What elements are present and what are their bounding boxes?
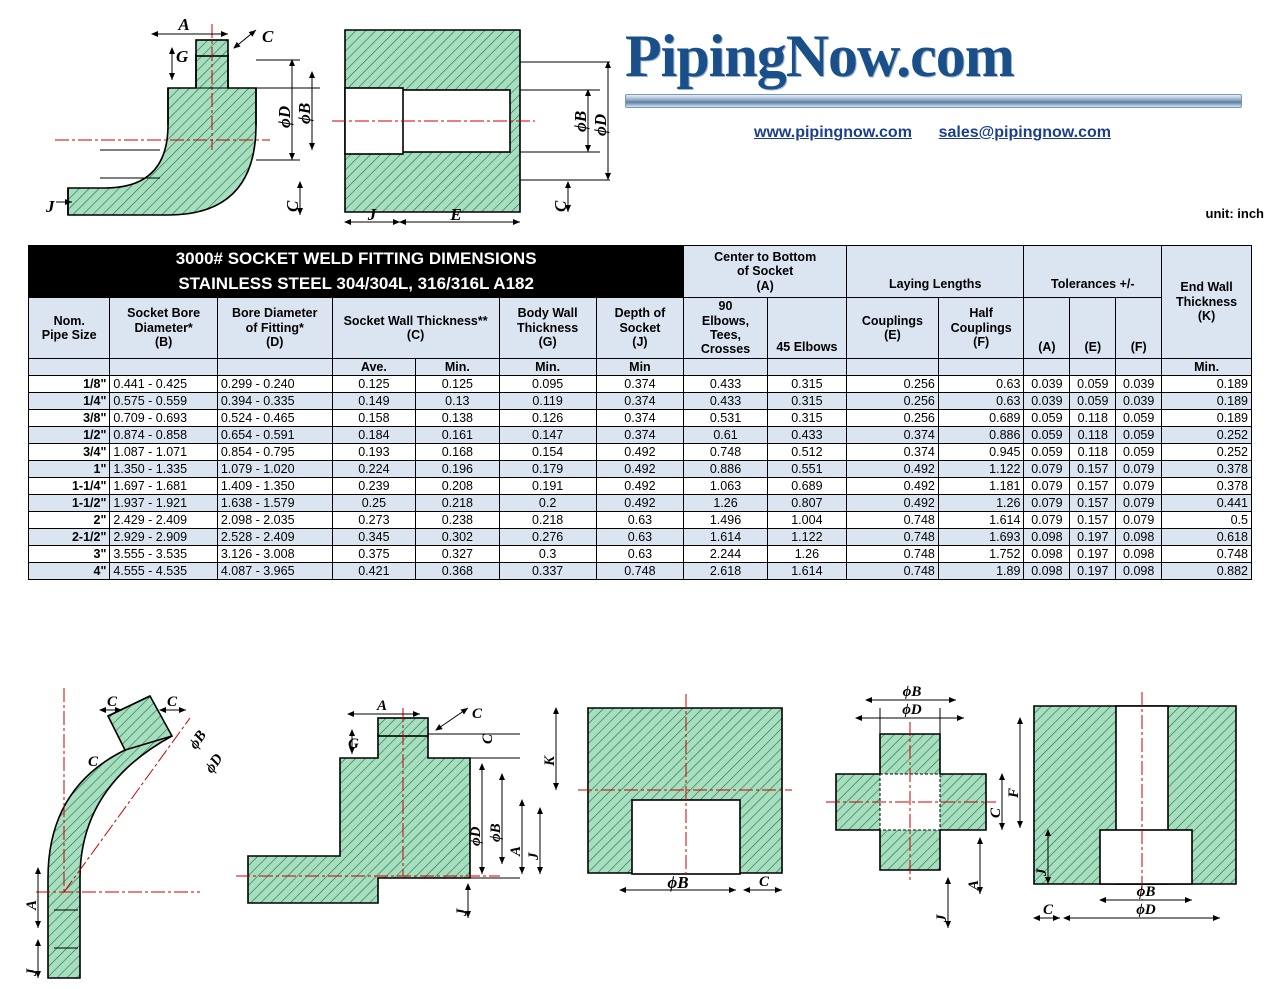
cell-a45: 0.433 bbox=[767, 426, 846, 443]
svg-text:G: G bbox=[348, 736, 359, 752]
cell-g: 0.3 bbox=[499, 545, 596, 562]
svg-text:C: C bbox=[283, 200, 302, 212]
cell-tol_f: 0.098 bbox=[1116, 528, 1162, 545]
cell-tol_e: 0.197 bbox=[1070, 528, 1116, 545]
svg-text:ϕB: ϕB bbox=[667, 873, 689, 892]
cell-d: 1.409 - 1.350 bbox=[217, 477, 332, 494]
cell-tol_a: 0.098 bbox=[1024, 545, 1070, 562]
svg-text:C: C bbox=[758, 874, 770, 890]
cell-d: 3.126 - 3.008 bbox=[217, 545, 332, 562]
cell-d: 0.854 - 0.795 bbox=[217, 443, 332, 460]
cell-tol_a: 0.079 bbox=[1024, 494, 1070, 511]
cell-tol_f: 0.059 bbox=[1116, 409, 1162, 426]
cell-b: 1.350 - 1.335 bbox=[110, 460, 217, 477]
cell-c_ave: 0.149 bbox=[332, 392, 415, 409]
cell-b: 0.441 - 0.425 bbox=[110, 375, 217, 392]
cell-c_min: 0.368 bbox=[416, 562, 499, 579]
cell-e: 0.748 bbox=[847, 562, 939, 579]
cell-a45: 1.122 bbox=[767, 528, 846, 545]
cell-g: 0.276 bbox=[499, 528, 596, 545]
svg-text:ϕD: ϕD bbox=[202, 751, 227, 777]
diagram-cap bbox=[508, 694, 792, 892]
cell-size: 4" bbox=[29, 562, 110, 579]
cell-c_ave: 0.421 bbox=[332, 562, 415, 579]
cell-tol_e: 0.118 bbox=[1070, 409, 1116, 426]
cell-c_ave: 0.239 bbox=[332, 477, 415, 494]
svg-text:ϕD: ϕD bbox=[902, 702, 922, 718]
cell-tol_a: 0.059 bbox=[1024, 409, 1070, 426]
svg-text:ϕB: ϕB bbox=[902, 684, 922, 700]
svg-text:ϕB: ϕB bbox=[186, 727, 210, 753]
svg-text:ϕD: ϕD bbox=[275, 105, 294, 128]
cell-e: 0.492 bbox=[847, 477, 939, 494]
cell-d: 1.079 - 1.020 bbox=[217, 460, 332, 477]
cell-f: 0.689 bbox=[938, 409, 1024, 426]
cell-k: 0.378 bbox=[1162, 477, 1252, 494]
cell-tol_a: 0.079 bbox=[1024, 477, 1070, 494]
cell-tol_e: 0.157 bbox=[1070, 460, 1116, 477]
cell-tol_f: 0.098 bbox=[1116, 562, 1162, 579]
header-area bbox=[0, 0, 1280, 232]
col-header-body-wall-thickness: Body Wall Thickness (G) bbox=[499, 298, 596, 359]
cell-tol_a: 0.098 bbox=[1024, 562, 1070, 579]
cell-j: 0.63 bbox=[596, 511, 684, 528]
cell-a90: 1.496 bbox=[684, 511, 767, 528]
table-row bbox=[29, 460, 1252, 477]
group-header-center-to-bottom bbox=[684, 246, 847, 298]
cell-b: 1.087 - 1.071 bbox=[110, 443, 217, 460]
cell-j: 0.748 bbox=[596, 562, 684, 579]
cell-k: 0.189 bbox=[1162, 392, 1252, 409]
table-row bbox=[29, 494, 1252, 511]
cell-a90: 1.614 bbox=[684, 528, 767, 545]
cell-a90: 0.748 bbox=[684, 443, 767, 460]
brand-divider-bar bbox=[625, 94, 1242, 108]
svg-text:C: C bbox=[551, 200, 570, 212]
cell-a90: 0.531 bbox=[684, 409, 767, 426]
col-header-depth-of-socket: Depth of Socket (J) bbox=[596, 298, 684, 359]
cell-tol_e: 0.157 bbox=[1070, 477, 1116, 494]
cell-g: 0.337 bbox=[499, 562, 596, 579]
svg-text:A: A bbox=[508, 845, 524, 856]
cell-e: 0.374 bbox=[847, 443, 939, 460]
group-header-laying-lengths: Laying Lengths bbox=[847, 246, 1024, 298]
svg-text:ϕB: ϕB bbox=[1136, 884, 1156, 900]
cell-e: 0.748 bbox=[847, 545, 939, 562]
svg-text:G: G bbox=[176, 47, 189, 66]
cell-a45: 0.807 bbox=[767, 494, 846, 511]
table-title bbox=[29, 246, 684, 298]
svg-text:J: J bbox=[934, 914, 950, 922]
cell-j: 0.492 bbox=[596, 477, 684, 494]
cell-f: 1.614 bbox=[938, 511, 1024, 528]
cell-tol_f: 0.079 bbox=[1116, 477, 1162, 494]
cell-k: 0.748 bbox=[1162, 545, 1252, 562]
cell-d: 0.654 - 0.591 bbox=[217, 426, 332, 443]
cell-d: 2.528 - 2.409 bbox=[217, 528, 332, 545]
cell-c_ave: 0.193 bbox=[332, 443, 415, 460]
cell-j: 0.374 bbox=[596, 426, 684, 443]
cell-tol_a: 0.059 bbox=[1024, 426, 1070, 443]
cell-c_min: 0.138 bbox=[416, 409, 499, 426]
svg-text:J: J bbox=[526, 852, 542, 860]
svg-text:E: E bbox=[450, 205, 462, 224]
top-diagrams bbox=[0, 0, 640, 232]
cell-tol_e: 0.157 bbox=[1070, 511, 1116, 528]
svg-text:C: C bbox=[480, 733, 496, 744]
cell-tol_e: 0.197 bbox=[1070, 545, 1116, 562]
cell-d: 2.098 - 2.035 bbox=[217, 511, 332, 528]
col-header-socket-bore-diameter: Socket Bore Diameter* (B) bbox=[110, 298, 217, 359]
cell-k: 0.618 bbox=[1162, 528, 1252, 545]
diagram-90-elbow bbox=[45, 15, 320, 216]
cell-c_min: 0.327 bbox=[416, 545, 499, 562]
brand-block bbox=[625, 23, 1265, 142]
cell-a45: 0.315 bbox=[767, 392, 846, 409]
cell-a45: 0.315 bbox=[767, 375, 846, 392]
col-header-90-elbows-tees-crosses: 90 Elbows, Tees, Crosses bbox=[684, 298, 767, 359]
cell-c_ave: 0.224 bbox=[332, 460, 415, 477]
sub-header-j-min: Min bbox=[596, 358, 684, 375]
cell-j: 0.492 bbox=[596, 460, 684, 477]
cell-size: 2" bbox=[29, 511, 110, 528]
cell-k: 0.5 bbox=[1162, 511, 1252, 528]
cell-a90: 0.61 bbox=[684, 426, 767, 443]
cell-a45: 1.26 bbox=[767, 545, 846, 562]
cell-size: 1" bbox=[29, 460, 110, 477]
cell-tol_f: 0.059 bbox=[1116, 443, 1162, 460]
cell-c_ave: 0.345 bbox=[332, 528, 415, 545]
col-header-couplings: Couplings (E) bbox=[847, 298, 939, 359]
cell-tol_e: 0.118 bbox=[1070, 443, 1116, 460]
cell-a45: 0.551 bbox=[767, 460, 846, 477]
cell-size: 3/4" bbox=[29, 443, 110, 460]
cell-c_min: 0.125 bbox=[416, 375, 499, 392]
cell-a90: 1.26 bbox=[684, 494, 767, 511]
cell-b: 1.697 - 1.681 bbox=[110, 477, 217, 494]
cbs-line2: of Socket bbox=[737, 264, 794, 279]
cell-c_ave: 0.125 bbox=[332, 375, 415, 392]
cell-tol_f: 0.059 bbox=[1116, 426, 1162, 443]
svg-text:ϕD: ϕD bbox=[468, 826, 484, 846]
svg-text:ϕB: ϕB bbox=[488, 823, 504, 842]
cell-c_min: 0.302 bbox=[416, 528, 499, 545]
cell-tol_a: 0.079 bbox=[1024, 460, 1070, 477]
cell-k: 0.252 bbox=[1162, 426, 1252, 443]
table-title-line2: STAINLESS STEEL 304/304L, 316/316L A182 bbox=[178, 273, 534, 293]
sub-header-c-min: Min. bbox=[416, 358, 499, 375]
cbs-line3: (A) bbox=[756, 278, 774, 293]
cell-c_ave: 0.375 bbox=[332, 545, 415, 562]
cell-c_ave: 0.25 bbox=[332, 494, 415, 511]
cell-size: 1-1/2" bbox=[29, 494, 110, 511]
cell-c_ave: 0.273 bbox=[332, 511, 415, 528]
cell-g: 0.119 bbox=[499, 392, 596, 409]
cell-size: 1/4" bbox=[29, 392, 110, 409]
svg-text:A: A bbox=[966, 879, 982, 890]
cell-b: 0.575 - 0.559 bbox=[110, 392, 217, 409]
cell-f: 0.886 bbox=[938, 426, 1024, 443]
cell-b: 0.874 - 0.858 bbox=[110, 426, 217, 443]
group-header-tolerances: Tolerances +/- bbox=[1024, 246, 1162, 298]
cell-size: 1/8" bbox=[29, 375, 110, 392]
table-title-line1: 3000# SOCKET WELD FITTING DIMENSIONS bbox=[175, 249, 537, 268]
cell-k: 0.189 bbox=[1162, 409, 1252, 426]
cell-a45: 1.614 bbox=[767, 562, 846, 579]
table-row bbox=[29, 426, 1252, 443]
cell-c_ave: 0.184 bbox=[332, 426, 415, 443]
cell-k: 0.441 bbox=[1162, 494, 1252, 511]
col-header-45-elbows: 45 Elbows bbox=[767, 298, 846, 359]
cell-f: 1.26 bbox=[938, 494, 1024, 511]
cell-tol_f: 0.039 bbox=[1116, 392, 1162, 409]
svg-text:K: K bbox=[542, 755, 558, 766]
cell-tol_a: 0.039 bbox=[1024, 375, 1070, 392]
cell-e: 0.492 bbox=[847, 494, 939, 511]
cell-size: 1/2" bbox=[29, 426, 110, 443]
cell-g: 0.095 bbox=[499, 375, 596, 392]
sub-header-k-min: Min. bbox=[1162, 358, 1252, 375]
cell-k: 0.882 bbox=[1162, 562, 1252, 579]
cell-c_min: 0.196 bbox=[416, 460, 499, 477]
diagram-coupling bbox=[332, 30, 610, 224]
table-row bbox=[29, 392, 1252, 409]
unit-note: unit: inch bbox=[1205, 206, 1264, 221]
cell-a90: 2.618 bbox=[684, 562, 767, 579]
cell-f: 1.752 bbox=[938, 545, 1024, 562]
bottom-diagrams bbox=[0, 678, 1280, 989]
cell-f: 1.181 bbox=[938, 477, 1024, 494]
cell-b: 2.429 - 2.409 bbox=[110, 511, 217, 528]
cell-d: 0.524 - 0.465 bbox=[217, 409, 332, 426]
cell-a90: 0.433 bbox=[684, 392, 767, 409]
sub-header-c-ave: Ave. bbox=[332, 358, 415, 375]
cell-c_min: 0.161 bbox=[416, 426, 499, 443]
cell-tol_f: 0.098 bbox=[1116, 545, 1162, 562]
cell-j: 0.374 bbox=[596, 375, 684, 392]
col-header-tol-f: (F) bbox=[1116, 298, 1162, 359]
cell-c_min: 0.13 bbox=[416, 392, 499, 409]
col-header-half-couplings: Half Couplings (F) bbox=[938, 298, 1024, 359]
svg-text:J: J bbox=[24, 968, 40, 976]
cell-c_min: 0.168 bbox=[416, 443, 499, 460]
svg-text:A: A bbox=[24, 899, 40, 910]
cell-tol_a: 0.079 bbox=[1024, 511, 1070, 528]
brand-title: PipingNow.com bbox=[625, 23, 1014, 89]
cell-b: 4.555 - 4.535 bbox=[110, 562, 217, 579]
cbs-line1: Center to Bottom bbox=[714, 250, 817, 265]
svg-text:J: J bbox=[1034, 868, 1050, 876]
cell-f: 1.89 bbox=[938, 562, 1024, 579]
sub-header-g-min: Min. bbox=[499, 358, 596, 375]
cell-e: 0.256 bbox=[847, 375, 939, 392]
table-body bbox=[29, 375, 1252, 579]
cell-c_min: 0.238 bbox=[416, 511, 499, 528]
svg-text:C: C bbox=[988, 807, 1004, 818]
cell-g: 0.179 bbox=[499, 460, 596, 477]
cell-k: 0.378 bbox=[1162, 460, 1252, 477]
cell-k: 0.252 bbox=[1162, 443, 1252, 460]
cell-d: 4.087 - 3.965 bbox=[217, 562, 332, 579]
svg-text:C: C bbox=[166, 694, 178, 710]
svg-text:ϕB: ϕB bbox=[295, 102, 314, 124]
cell-a45: 0.689 bbox=[767, 477, 846, 494]
cell-j: 0.63 bbox=[596, 545, 684, 562]
cell-c_min: 0.218 bbox=[416, 494, 499, 511]
cell-a45: 1.004 bbox=[767, 511, 846, 528]
svg-text:ϕB: ϕB bbox=[571, 110, 590, 132]
dimensions-table bbox=[28, 245, 1252, 580]
cell-g: 0.218 bbox=[499, 511, 596, 528]
cell-tol_a: 0.098 bbox=[1024, 528, 1070, 545]
cell-g: 0.2 bbox=[499, 494, 596, 511]
cell-tol_a: 0.059 bbox=[1024, 443, 1070, 460]
cell-c_ave: 0.158 bbox=[332, 409, 415, 426]
table-row bbox=[29, 375, 1252, 392]
col-header-socket-wall-thickness: Socket Wall Thickness** (C) bbox=[332, 298, 499, 359]
table-row bbox=[29, 409, 1252, 426]
cell-e: 0.256 bbox=[847, 392, 939, 409]
diagram-45-elbow bbox=[24, 688, 227, 978]
diagram-half-coupling bbox=[236, 698, 520, 918]
cell-b: 1.937 - 1.921 bbox=[110, 494, 217, 511]
cell-j: 0.492 bbox=[596, 443, 684, 460]
table-row bbox=[29, 562, 1252, 579]
cell-j: 0.63 bbox=[596, 528, 684, 545]
cell-a45: 0.512 bbox=[767, 443, 846, 460]
table-row bbox=[29, 477, 1252, 494]
table-row bbox=[29, 443, 1252, 460]
cell-j: 0.374 bbox=[596, 409, 684, 426]
svg-text:A: A bbox=[178, 15, 190, 34]
table-row bbox=[29, 545, 1252, 562]
cell-f: 0.63 bbox=[938, 392, 1024, 409]
svg-text:J: J bbox=[454, 908, 470, 916]
cell-tol_f: 0.079 bbox=[1116, 494, 1162, 511]
svg-text:ϕD: ϕD bbox=[1136, 902, 1156, 918]
cell-f: 1.693 bbox=[938, 528, 1024, 545]
cell-a45: 0.315 bbox=[767, 409, 846, 426]
cell-tol_f: 0.079 bbox=[1116, 511, 1162, 528]
col-header-bore-diameter-of-fitting: Bore Diameter of Fitting* (D) bbox=[217, 298, 332, 359]
cell-size: 1-1/4" bbox=[29, 477, 110, 494]
cell-j: 0.492 bbox=[596, 494, 684, 511]
cell-d: 1.638 - 1.579 bbox=[217, 494, 332, 511]
cell-a90: 2.244 bbox=[684, 545, 767, 562]
cell-size: 3/8" bbox=[29, 409, 110, 426]
cell-g: 0.154 bbox=[499, 443, 596, 460]
cell-tol_e: 0.157 bbox=[1070, 494, 1116, 511]
svg-text:F: F bbox=[1006, 787, 1022, 798]
col-header-nom-pipe-size: Nom. Pipe Size bbox=[29, 298, 110, 359]
cell-b: 2.929 - 2.909 bbox=[110, 528, 217, 545]
cell-f: 0.945 bbox=[938, 443, 1024, 460]
cell-e: 0.748 bbox=[847, 528, 939, 545]
cell-tol_e: 0.059 bbox=[1070, 375, 1116, 392]
svg-text:C: C bbox=[1042, 902, 1054, 918]
email-link[interactable]: sales@pipingnow.com bbox=[938, 124, 1111, 141]
cell-f: 0.63 bbox=[938, 375, 1024, 392]
cell-b: 3.555 - 3.535 bbox=[110, 545, 217, 562]
svg-text:ϕD: ϕD bbox=[591, 113, 610, 136]
website-link[interactable]: www.pipingnow.com bbox=[754, 124, 912, 141]
table-row bbox=[29, 511, 1252, 528]
cell-k: 0.189 bbox=[1162, 375, 1252, 392]
col-header-tol-a: (A) bbox=[1024, 298, 1070, 359]
cell-tol_a: 0.039 bbox=[1024, 392, 1070, 409]
cell-size: 3" bbox=[29, 545, 110, 562]
cell-a90: 0.433 bbox=[684, 375, 767, 392]
cell-g: 0.191 bbox=[499, 477, 596, 494]
svg-text:C: C bbox=[262, 27, 274, 46]
col-header-end-wall-thickness: End Wall Thickness (K) bbox=[1162, 246, 1252, 359]
cell-a90: 0.886 bbox=[684, 460, 767, 477]
cell-c_min: 0.208 bbox=[416, 477, 499, 494]
cell-tol_f: 0.039 bbox=[1116, 375, 1162, 392]
svg-text:C: C bbox=[472, 706, 483, 722]
diagram-reducer-insert bbox=[1006, 692, 1236, 918]
cell-g: 0.126 bbox=[499, 409, 596, 426]
svg-text:J: J bbox=[46, 197, 55, 216]
cell-g: 0.147 bbox=[499, 426, 596, 443]
cell-size: 2-1/2" bbox=[29, 528, 110, 545]
cell-a90: 1.063 bbox=[684, 477, 767, 494]
svg-text:A: A bbox=[376, 698, 388, 714]
cell-b: 0.709 - 0.693 bbox=[110, 409, 217, 426]
cell-tol_e: 0.059 bbox=[1070, 392, 1116, 409]
cell-d: 0.394 - 0.335 bbox=[217, 392, 332, 409]
col-header-tol-e: (E) bbox=[1070, 298, 1116, 359]
cell-e: 0.492 bbox=[847, 460, 939, 477]
brand-links bbox=[625, 124, 1240, 142]
cell-tol_e: 0.197 bbox=[1070, 562, 1116, 579]
cell-tol_e: 0.118 bbox=[1070, 426, 1116, 443]
table-row bbox=[29, 528, 1252, 545]
cell-e: 0.256 bbox=[847, 409, 939, 426]
cell-f: 1.122 bbox=[938, 460, 1024, 477]
cell-d: 0.299 - 0.240 bbox=[217, 375, 332, 392]
diagram-cross bbox=[826, 684, 1004, 928]
sub-header-row bbox=[29, 358, 1252, 375]
cell-j: 0.374 bbox=[596, 392, 684, 409]
svg-text:C: C bbox=[106, 694, 118, 710]
svg-text:J: J bbox=[367, 205, 377, 224]
svg-text:C: C bbox=[88, 754, 99, 770]
cell-e: 0.748 bbox=[847, 511, 939, 528]
cell-e: 0.374 bbox=[847, 426, 939, 443]
cell-tol_f: 0.079 bbox=[1116, 460, 1162, 477]
